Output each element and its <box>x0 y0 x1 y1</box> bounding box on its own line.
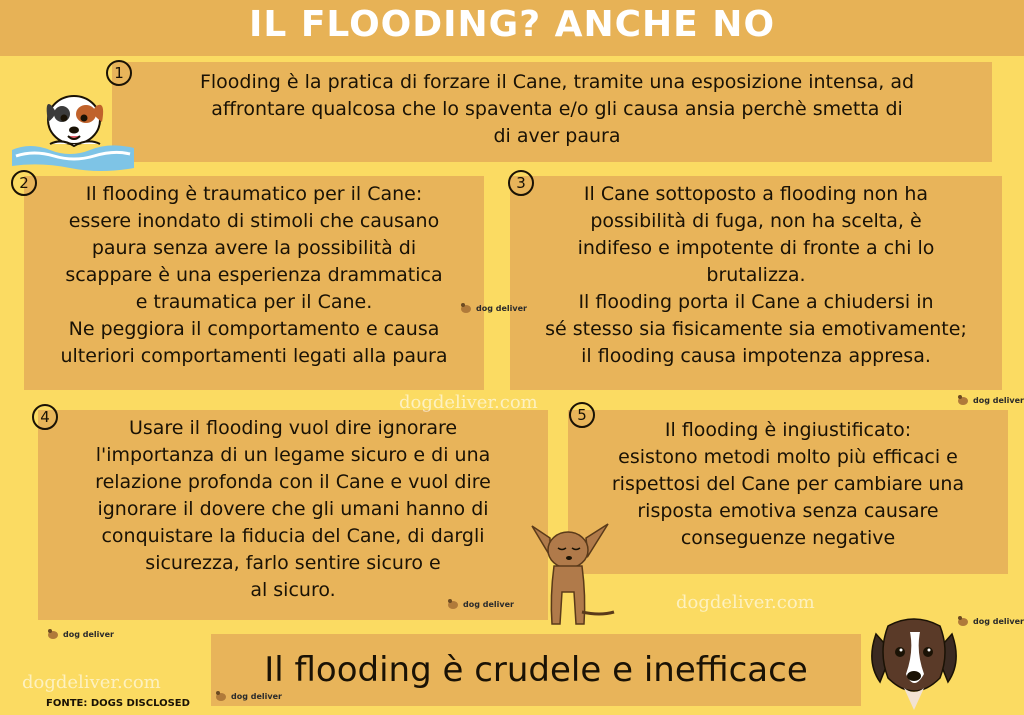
page-title: IL FLOODING? ANCHE NO <box>248 4 776 45</box>
point-3-line: indifeso e impotente di fronte a chi lo <box>577 237 935 259</box>
source-credit: FONTE: DOGS DISCLOSED <box>46 698 190 709</box>
point-4-line: relazione profonda con il Cane e vuol dire <box>95 471 491 493</box>
watermark: dogdeliver.com <box>22 672 161 693</box>
sad-chihuahua-illustration <box>520 516 620 636</box>
point-3-line: il flooding causa impotenza appresa. <box>581 345 931 367</box>
dog-logo-icon <box>46 628 60 640</box>
point-5-line: rispettosi del Cane per cambiare una <box>611 473 965 495</box>
point-2-box <box>24 176 484 390</box>
point-1-line: affrontare qualcosa che lo spaventa e/o gli causa ansia perchè smetta di <box>211 98 903 120</box>
point-5-line: risposta emotiva senza causare <box>637 500 939 522</box>
point-4-line: al sicuro. <box>250 579 336 601</box>
point-4-line: l'importanza di un legame sicuro e di una <box>95 444 491 466</box>
logo-text: dog deliver <box>973 395 1024 405</box>
point-2-number: 2 <box>11 170 37 196</box>
point-2-line: paura senza avere la possibilità di <box>91 237 417 259</box>
swimming-puppy-illustration <box>10 88 138 174</box>
point-1-line: di aver paura <box>493 125 621 147</box>
point-1-box <box>112 62 992 162</box>
logo-text: dog deliver <box>476 303 527 313</box>
dog-logo-icon <box>446 598 460 610</box>
point-4-line: conquistare la fiducia del Cane, di dargli <box>101 525 485 547</box>
dog-logo-icon <box>214 690 228 702</box>
point-1-line: Flooding è la pratica di forzare il Cane, tramite una esposizione intensa, ad <box>199 71 915 93</box>
watermark: dogdeliver.com <box>399 392 538 413</box>
logo <box>956 615 1024 627</box>
logo-text: dog deliver <box>973 616 1024 626</box>
point-5-line: Il flooding è ingiustificato: <box>664 419 912 441</box>
point-3-line: brutalizza. <box>706 264 806 286</box>
logo-text: dog deliver <box>231 691 282 701</box>
conclusion-banner: Il flooding è crudele e inefficace <box>211 634 861 706</box>
logo-text: dog deliver <box>463 599 514 609</box>
point-5-number: 5 <box>569 402 595 428</box>
logo <box>46 628 114 640</box>
point-2-line: Il flooding è traumatico per il Cane: <box>85 183 423 205</box>
point-2-line: scappare è una esperienza drammatica <box>65 264 443 286</box>
watermark: dogdeliver.com <box>676 592 815 613</box>
point-2-line: ulteriori comportamenti legati alla paura <box>60 345 448 367</box>
dog-logo-icon <box>459 302 473 314</box>
point-3-line: possibilità di fuga, non ha scelta, è <box>590 210 922 232</box>
point-2-line: Ne peggiora il comportamento e causa <box>68 318 440 340</box>
point-2-line: e traumatica per il Cane. <box>135 291 373 313</box>
logo-text: dog deliver <box>63 629 114 639</box>
point-4-line: sicurezza, farlo sentire sicuro e <box>145 552 441 574</box>
logo <box>214 690 282 702</box>
point-2-line: essere inondato di stimoli che causano <box>68 210 440 232</box>
point-3-line: Il Cane sottoposto a flooding non ha <box>583 183 929 205</box>
point-5-box <box>568 410 1008 574</box>
logo <box>956 394 1024 406</box>
point-5-line: conseguenze negative <box>680 527 896 549</box>
point-3-box <box>510 176 1002 390</box>
worried-dog-illustration <box>866 612 962 712</box>
point-3-line: sé stesso sia fisicamente sia emotivamente; <box>545 318 967 340</box>
logo <box>446 598 514 610</box>
point-3-number: 3 <box>508 170 534 196</box>
point-4-line: ignorare il dovere che gli umani hanno di <box>97 498 489 520</box>
point-5-line: esistono metodi molto più efficaci e <box>618 446 958 468</box>
point-1-number: 1 <box>106 60 132 86</box>
point-4-line: Usare il flooding vuol dire ignorare <box>128 417 458 439</box>
dog-logo-icon <box>956 394 970 406</box>
point-3-line: Il flooding porta il Cane a chiudersi in <box>578 291 934 313</box>
logo <box>459 302 527 314</box>
point-4-box <box>38 410 548 620</box>
point-4-number: 4 <box>32 404 58 430</box>
